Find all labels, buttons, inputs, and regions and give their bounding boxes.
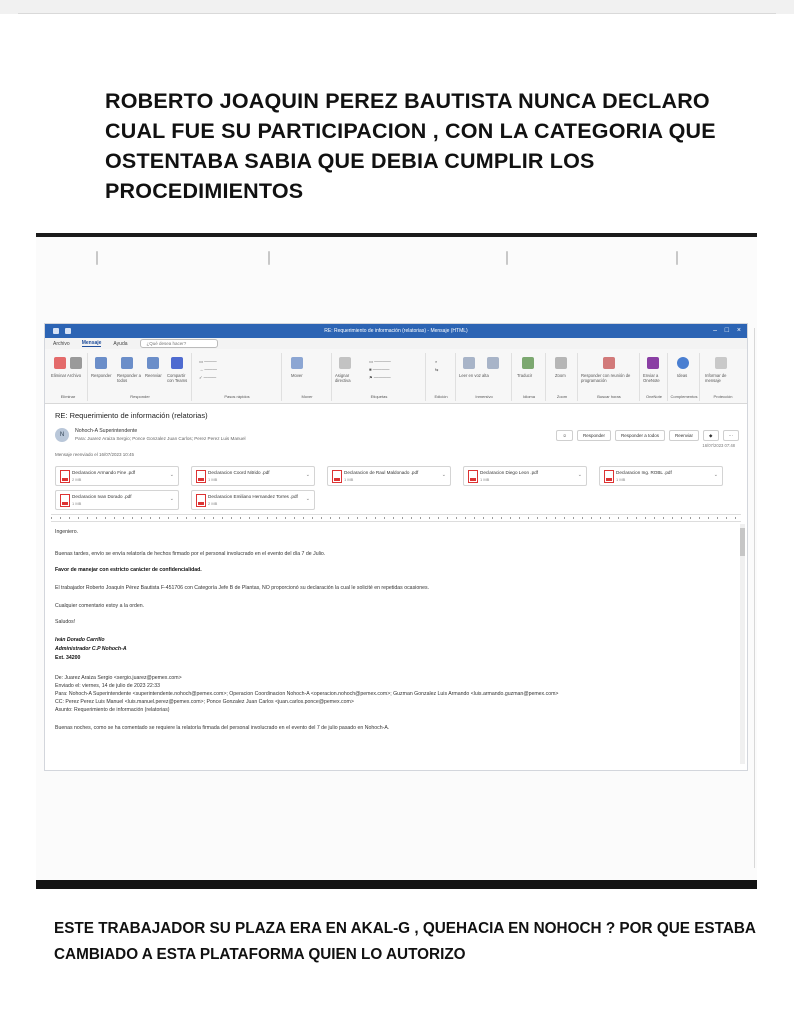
reply-all-icon[interactable]: [121, 357, 133, 369]
archive-icon[interactable]: [70, 357, 82, 369]
scanned-email-printout: [36, 233, 757, 889]
teams-label: Compartir con Teams: [167, 373, 188, 383]
ribbon: Eliminar Archivo Eliminar Responder Responder a todos Reenviar Compartir con Teams Responder ▭ ——— → ——— ✓ ——— Pasos rápidos Mover Mover Asignar directiva ▭ ———— ■ ———— ⚑ ———— Etiquetas ⌕ ⇆ Edición Leer en voz alta Inmersivo Traducir Idioma Zoom Zoom Responder con reunión de programación Buscar horas Enviar a OneNote OneNote Ideas Complementos Informar de mensaje Protección: [45, 349, 747, 404]
pdf-icon: [332, 470, 342, 483]
zoom-icon[interactable]: [555, 357, 567, 369]
reply-icon[interactable]: [95, 357, 107, 369]
message-actions: [556, 430, 739, 441]
more-options-icon[interactable]: ···: [723, 430, 740, 441]
pdf-icon: [60, 494, 70, 507]
forward-to: Para: Nohoch-A Superintendente <superintendente.nohoch@pemex.com>; Operacion Coordinacion Nohoch-A <operacion.nohoch@pemex.com>; Guzman Gonzalez Luis Armando <luis.armando.guzman@pemex.com>: [55, 691, 559, 697]
attachment-name: Declaracion de Raul Maldonado .pdf: [344, 470, 419, 475]
attachment-size: 1 MB: [208, 477, 218, 482]
punch-hole: [676, 251, 678, 265]
pdf-icon: [196, 494, 206, 507]
group-onenote: OneNote: [645, 394, 662, 399]
email-subject: RE: Requerimiento de información (relatorias): [55, 411, 208, 420]
pdf-icon: [60, 470, 70, 483]
group-proteccion: Protección: [713, 394, 733, 399]
confidential-line: Favor de manejar con estricto carácter de confidencialidad.: [55, 567, 202, 573]
group-zoom: Zoom: [556, 394, 568, 399]
punch-hole: [506, 251, 508, 265]
chevron-down-icon[interactable]: ⌄: [169, 496, 174, 502]
body-line: Cualquier comentario estoy a la orden.: [55, 603, 145, 609]
group-eliminar: Eliminar: [60, 394, 76, 399]
menu-tabs: [45, 338, 747, 349]
attachment-size: 1 MB: [480, 477, 490, 482]
delete-archive-label: Eliminar Archivo: [51, 373, 82, 378]
ideas-label: Ideas: [677, 373, 688, 378]
window-titlebar: [45, 324, 747, 338]
minimize-icon[interactable]: –: [713, 327, 717, 334]
group-edicion: Edición: [434, 394, 448, 399]
attachment[interactable]: [55, 466, 179, 486]
group-idioma: Idioma: [522, 394, 535, 399]
signature-role: Administrador C.P Nohoch-A: [55, 646, 127, 652]
read-aloud-label: Leer en voz alta: [459, 373, 489, 378]
tab-archivo[interactable]: Archivo: [53, 340, 70, 347]
attachment-size: 1 MB: [344, 477, 354, 482]
attachment-size: 1 MB: [72, 501, 82, 506]
maximize-icon[interactable]: □: [724, 327, 729, 334]
page-header-text: ROBERTO JOAQUIN PEREZ BAUTISTA NUNCA DECLARO CUAL FUE SU PARTICIPACION , CON LA CATEGORIA QUE OSTENTABA SABIA QUE DEBIA CUMPLIR LOS PROCEDIMIENTOS: [105, 89, 716, 203]
attachment-name: Declaracion Armando Fine .pdf: [72, 470, 136, 475]
reply-all-button[interactable]: Responder a todos: [615, 430, 665, 441]
translate-label: Traducir: [517, 373, 533, 378]
attachment[interactable]: [191, 490, 315, 510]
attachment-name: Declaracion Ivan Dorado .pdf: [72, 494, 132, 499]
teams-icon[interactable]: [171, 357, 183, 369]
chevron-down-icon[interactable]: ⌄: [577, 472, 582, 478]
chevron-down-icon[interactable]: ⌄: [441, 472, 446, 478]
attachment[interactable]: [191, 466, 315, 486]
ideas-icon[interactable]: [677, 357, 689, 369]
group-responder: Responder: [130, 394, 150, 399]
attachment-name: Declaracion Ing. ROBL .pdf: [616, 470, 672, 475]
policy-icon[interactable]: [339, 357, 351, 369]
forward-button[interactable]: Reenviar: [669, 430, 699, 441]
group-etiquetas: Etiquetas: [370, 394, 388, 399]
attachment-size: 2 MB: [208, 501, 218, 506]
zoom-label: Zoom: [555, 373, 566, 378]
report-label: Informar de mensaje: [705, 373, 727, 383]
body-line: Buenas tardes, envío se envía relatoría de hechos firmado por el personal involucrado en el evento del día 7 de Julio.: [55, 551, 326, 557]
punch-hole: [96, 251, 98, 265]
schedule-reply-label: Responder con reunión de programación: [581, 373, 631, 383]
scrollbar[interactable]: [740, 524, 745, 764]
recipients: Para: Juarez Araiza Sergio; Ponce Gonzalez Juan Carlos; Perez Perez Luis Manuel: [75, 436, 246, 441]
onenote-icon[interactable]: [647, 357, 659, 369]
teams-share-icon[interactable]: ◆: [703, 430, 718, 441]
timestamp: 16/07/2023 07:48: [702, 443, 735, 448]
attachment[interactable]: [599, 466, 723, 486]
forward-info: Mensaje reenviado el 16/07/2023 10:45: [55, 452, 135, 457]
punch-hole: [268, 251, 270, 265]
sender-row: [55, 428, 739, 448]
greeting: Ingeniero.: [55, 529, 79, 535]
translate-icon[interactable]: [522, 357, 534, 369]
group-buscar-horas: Buscar horas: [597, 394, 621, 399]
attachment-name: Declaracion Diego Leon .pdf: [480, 470, 538, 475]
immersive-reader-icon[interactable]: [487, 357, 499, 369]
calendar-icon[interactable]: [603, 357, 615, 369]
avatar: N: [55, 428, 69, 442]
forward-subject: Asunto: Requerimiento de información (relatorias): [55, 707, 170, 713]
onenote-label: Enviar a OneNote: [643, 373, 660, 383]
attachment-name: Declaracion Coord Nitrido .pdf: [208, 470, 270, 475]
policy-label: Asignar directiva: [335, 373, 351, 383]
forward-cc: CC: Perez Perez Luis Manuel <luis.manuel.perez@pemex.com>; Ponce Gonzalez Juan Carlos <juan.carlos.ponce@pemex.com>: [55, 699, 354, 705]
tab-mensaje[interactable]: Mensaje: [81, 340, 102, 346]
pdf-icon: [196, 470, 206, 483]
attachment-name: Declaracion Emiliano Hernandez Torres .pdf: [208, 494, 298, 499]
pdf-icon: [468, 470, 478, 483]
chevron-down-icon[interactable]: ⌄: [169, 472, 174, 478]
chevron-down-icon[interactable]: ⌄: [305, 496, 310, 502]
signature-name: Iván Dorado Carrillo: [55, 637, 105, 643]
email-window: [44, 323, 748, 771]
reply-button[interactable]: Responder: [577, 430, 611, 441]
attachment[interactable]: [55, 490, 179, 510]
reply-all-label: Responder a todos: [117, 373, 141, 383]
pdf-icon: [604, 470, 614, 483]
attachment[interactable]: [327, 466, 451, 486]
ruler: [51, 514, 741, 522]
forward-label: Reenviar: [145, 373, 162, 378]
chevron-down-icon[interactable]: ⌄: [713, 472, 718, 478]
tab-ayuda[interactable]: Ayuda: [113, 340, 128, 347]
forward-body: Buenas noches, como se ha comentado se requiere la relatoría firmada del personal involucrado en el evento del 7 de julio pasado en Nohoch-A.: [55, 725, 390, 731]
emoji-icon[interactable]: ☺: [556, 430, 573, 441]
attachment[interactable]: [463, 466, 587, 486]
top-band: [0, 0, 794, 14]
signature-ext: Ext. 34200: [55, 655, 81, 661]
close-icon[interactable]: ×: [736, 327, 741, 334]
forward-sent: Enviado el: viernes, 14 de julio de 2023 22:33: [55, 683, 160, 689]
page-footer-text: ESTE TRABAJADOR SU PLAZA ERA EN AKAL-G , QUEHACIA EN NOHOCH ? POR QUE ESTABA CAMBIADO A ESTA PLATAFORMA QUIEN LO AUTORIZO: [54, 920, 756, 963]
window-title: RE: Requerimiento de información (relatorias) - Mensaje (HTML): [324, 328, 468, 334]
attachment-size: 1 MB: [616, 477, 626, 482]
group-mover: Mover: [301, 394, 313, 399]
forward-icon[interactable]: [147, 357, 159, 369]
group-pasos-rapidos: Pasos rápidos: [224, 394, 250, 399]
body-line: Saludos!: [55, 619, 76, 625]
tell-me-search[interactable]: ¿Qué desea hacer?: [140, 339, 218, 348]
read-aloud-icon[interactable]: [463, 357, 475, 369]
attachment-size: 2 MB: [72, 477, 82, 482]
group-complementos: Complementos: [670, 394, 698, 399]
group-inmersivo: Inmersivo: [475, 394, 493, 399]
body-line: El trabajador Roberto Joaquín Pérez Bautista F-451706 con Categoría Jefe B de Plantas, NO proporcionó su declaración la cual le solicité en repetidas ocasiones.: [55, 585, 430, 591]
reply-label: Responder: [91, 373, 112, 378]
move-label: Mover: [291, 373, 303, 378]
move-icon[interactable]: [291, 357, 303, 369]
delete-icon[interactable]: [54, 357, 66, 369]
report-message-icon[interactable]: [715, 357, 727, 369]
forward-from: De: Juarez Araiza Sergio <sergio.juarez@pemex.com>: [55, 675, 182, 681]
chevron-down-icon[interactable]: ⌄: [305, 472, 310, 478]
sender-name[interactable]: Nohoch-A Superintendente: [75, 428, 138, 434]
